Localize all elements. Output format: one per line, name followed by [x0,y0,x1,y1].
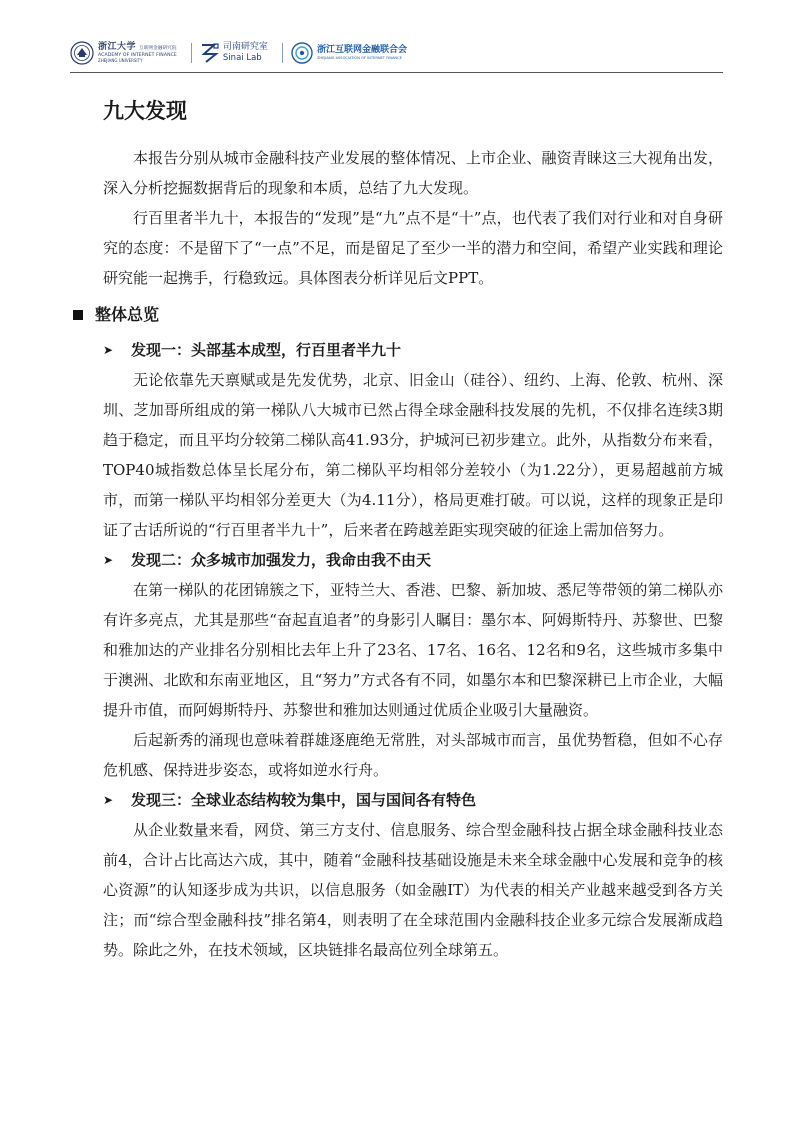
zia-name-cn: 浙江互联网金融联合会 [316,44,407,55]
header-rule [70,72,723,73]
page-title: 九大发现 [103,99,187,123]
section-title: 整体总览 [95,305,160,325]
zju-institute: 互联网金融研究院 [139,45,177,51]
intro-paragraph-2: 行百里者半九十，本报告的“发现”是“九”点不是“十”点，也代表了我们对行业和对自身研究的态度：不是留下了“一点”不足，而是留足了至少一半的潜力和空间，希望产业实践和理论研究能一起携手，行稳致远。具体图表分析详见后文PPT。 [103,209,723,288]
sinai-mark-icon [200,42,220,64]
finding-2-paragraph-1: 在第一梯队的花团锦簇之下，亚特兰大、香港、巴黎、新加坡、悉尼等带领的第二梯队亦有许多亮点，尤其是那些“奋起直追者”的身影引人瞩目：墨尔本、阿姆斯特丹、苏黎世、巴黎和雅加达的产业排名分别相比去年上升了23名、17名、16名、12名和9名，这些城市多集中于澳洲、北欧和东南亚地区，且“努力”方式各有不同，如墨尔本和巴黎深耕已上市企业，大幅提升市值，而阿姆斯特丹、苏黎世和雅加达则通过优质企业吸引大量融资。 [103,581,723,720]
page-content [95,98,723,965]
zju-logo [70,41,177,65]
finding-1-title: 发现一：头部基本成型，行百里者半九十 [131,341,402,360]
header-divider [191,43,192,63]
arrow-bullet-icon: ➤ [103,793,114,808]
finding-2-heading [103,545,723,575]
page-header [70,38,417,68]
arrow-bullet-icon: ➤ [103,553,114,568]
sinai-logo [200,42,268,64]
zju-name: 浙江大学 [98,41,137,52]
finding-3-heading [103,785,723,815]
finding-1-heading [103,335,723,365]
zia-emblem-icon [291,42,313,64]
finding-1-paragraph: 无论依靠先天禀赋或是先发优势，北京、旧金山（硅谷）、纽约、上海、伦敦、杭州、深圳、芝加哥所组成的第一梯队八大城市已然占得全球金融科技发展的先机，不仅排名连续3期趋于稳定，而且平均分较第二梯队高41.93分，护城河已初步建立。此外，从指数分布来看，TOP40城指数总体呈长尾分布，第二梯队平均相邻分差较小（为1.22分），更易超越前方城市，而第一梯队平均相邻分差更大（为4.11分），格局更难打破。可以说，这样的现象正是印证了古话所说的“行百里者半九十”，后来者在跨越差距实现突破的征途上需加倍努力。 [103,371,723,540]
intro-paragraph-1: 本报告分别从城市金融科技产业发展的整体情况、上市企业、融资青睐这三大视角出发，深入分析挖掘数据背后的现象和本质，总结了九大发现。 [103,149,723,198]
finding-2-title: 发现二：众多城市加强发力，我命由我不由天 [131,551,432,570]
finding-3-title: 发现三：全球业态结构较为集中，国与国间各有特色 [131,791,477,810]
arrow-bullet-icon: ➤ [103,343,114,358]
zju-en-line2: ZHEJIANG UNIVERSITY [98,58,143,64]
zju-emblem-icon [70,41,94,65]
finding-2-paragraph-2: 后起新秀的涌现也意味着群雄逐鹿绝无常胜，对头部城市而言，虽优势暂稳，但如不心存危机感、保持进步姿态，或将如逆水行舟。 [103,731,723,780]
sinai-name-cn: 司南研究室 [222,42,268,53]
section-heading [73,300,723,330]
finding-3-paragraph: 从企业数量来看，网贷、第三方支付、信息服务、综合型金融科技占据全球金融科技业态前4，合计占比高达六成，其中，随着“金融科技基础设施是未来全球金融中心发展和竞争的核心资源”的认知逐步成为共识，以信息服务（如金融IT）为代表的相关产业越来越受到各方关注；而“综合型金融科技”排名第4，则表明了在全球范围内金融科技企业多元综合发展渐成趋势。除此之外，在技术领域，区块链排名最高位列全球第五。 [103,821,723,960]
zia-logo [291,42,407,64]
zju-en-line1: ACADEMY OF INTERNET FINANCE [98,52,177,58]
sinai-name-en: Sinai Lab [222,53,262,64]
square-bullet-icon [73,310,83,320]
header-divider [282,43,283,63]
zia-name-en: ZHEJIANG ASSOCIATION OF INTERNET FINANCE [316,55,402,60]
